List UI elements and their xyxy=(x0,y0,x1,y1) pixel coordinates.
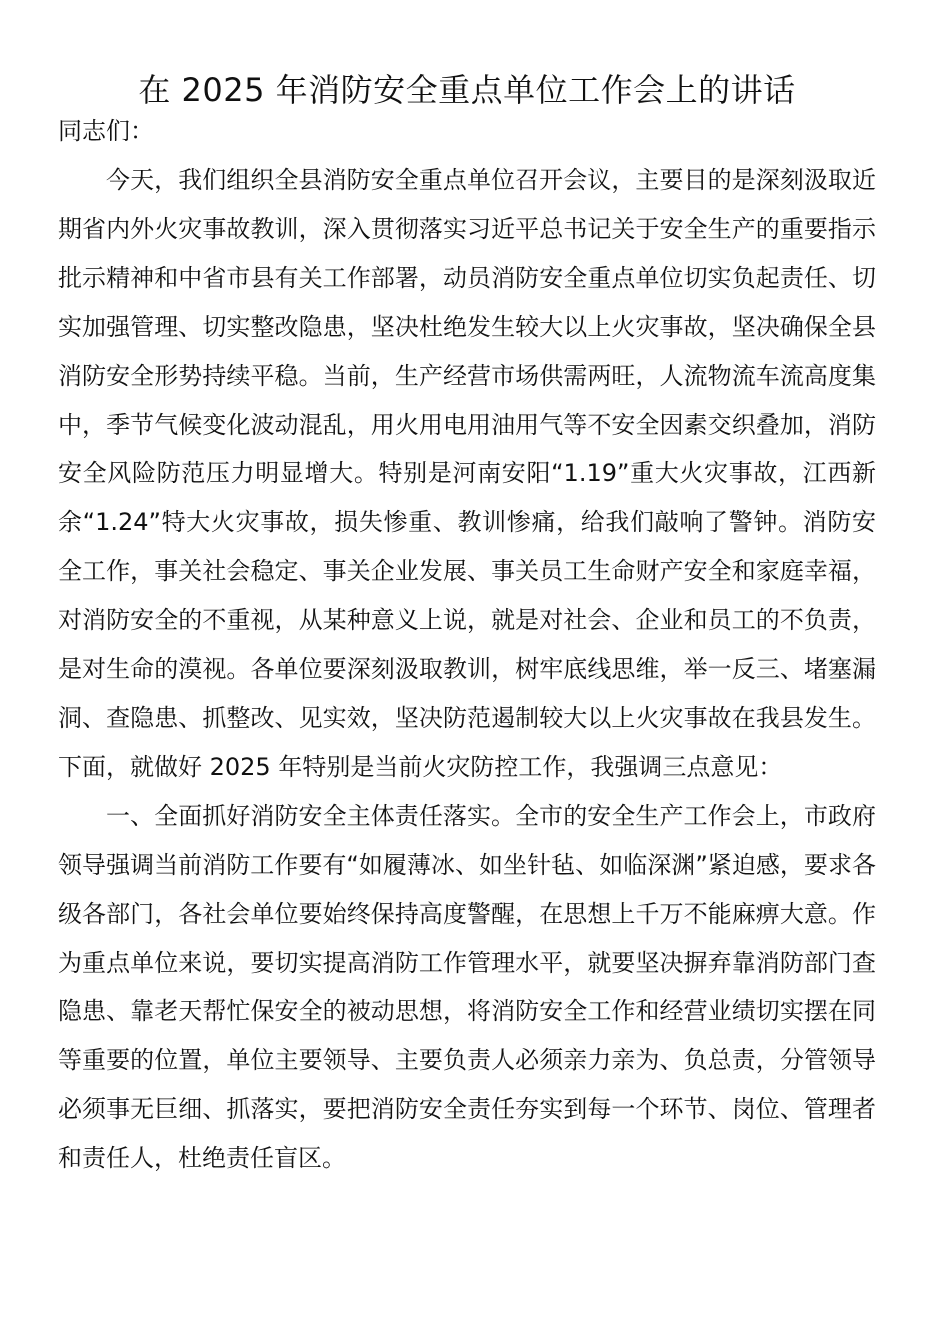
paragraph-introduction: 今天，我们组织全县消防安全重点单位召开会议，主要目的是深刻汲取近期省内外火灾事故教训，深入贯彻落实习近平总书记关于安全生产的重要指示批示精神和中省市县有关工作部署，动员消防安全重点单位切实负起责任、切实加强管理、切实整改隐患，坚决杜绝发生较大以上火灾事故，坚决确保全县消防安全形势持续平稳。当前，生产经营市场供需两旺，人流物流车流高度集中，季节气候变化波动混乱，用火用电用油用气等不安全因素交织叠加，消防安全风险防范压力明显增大。特别是河南安阳“1.19”重大火灾事故，江西新余“1.24”特大火灾事故，损失惨重、教训惨痛，给我们敲响了警钟。消防安全工作，事关社会稳定、事关企业发展、事关员工生命财产安全和家庭幸福，对消防安全的不重视，从某种意义上说，就是对社会、企业和员工的不负责，是对生命的漠视。各单位要深刻汲取教训，树牢底线思维，举一反三、堵塞漏洞、查隐患、抓整改、见实效，坚决防范遏制较大以上火灾事故在我县发生。下面，就做好 2025 年特别是当前火灾防控工作，我强调三点意见： xyxy=(58,166,876,781)
greeting: 同志们： xyxy=(58,117,154,145)
document-title: 在 2025 年消防安全重点单位工作会上的讲话 xyxy=(138,71,796,109)
paragraph-point-one: 一、全面抓好消防安全主体责任落实。全市的安全生产工作会上，市政府领导强调当前消防工作要有“如履薄冰、如坐针毡、如临深渊”紧迫感，要求各级各部门，各社会单位要始终保持高度警醒，在思想上千万不能麻痹大意。作为重点单位来说，要切实提高消防工作管理水平，就要坚决摒弃靠消防部门查隐患、靠老天帮忙保安全的被动思想，将消防安全工作和经营业绩切实摆在同等重要的位置，单位主要领导、主要负责人必须亲力亲为、负总责，分管领导必须事无巨细、抓落实，要把消防安全责任夯实到每一个环节、岗位、管理者和责任人，杜绝责任盲区。 xyxy=(58,801,876,1173)
